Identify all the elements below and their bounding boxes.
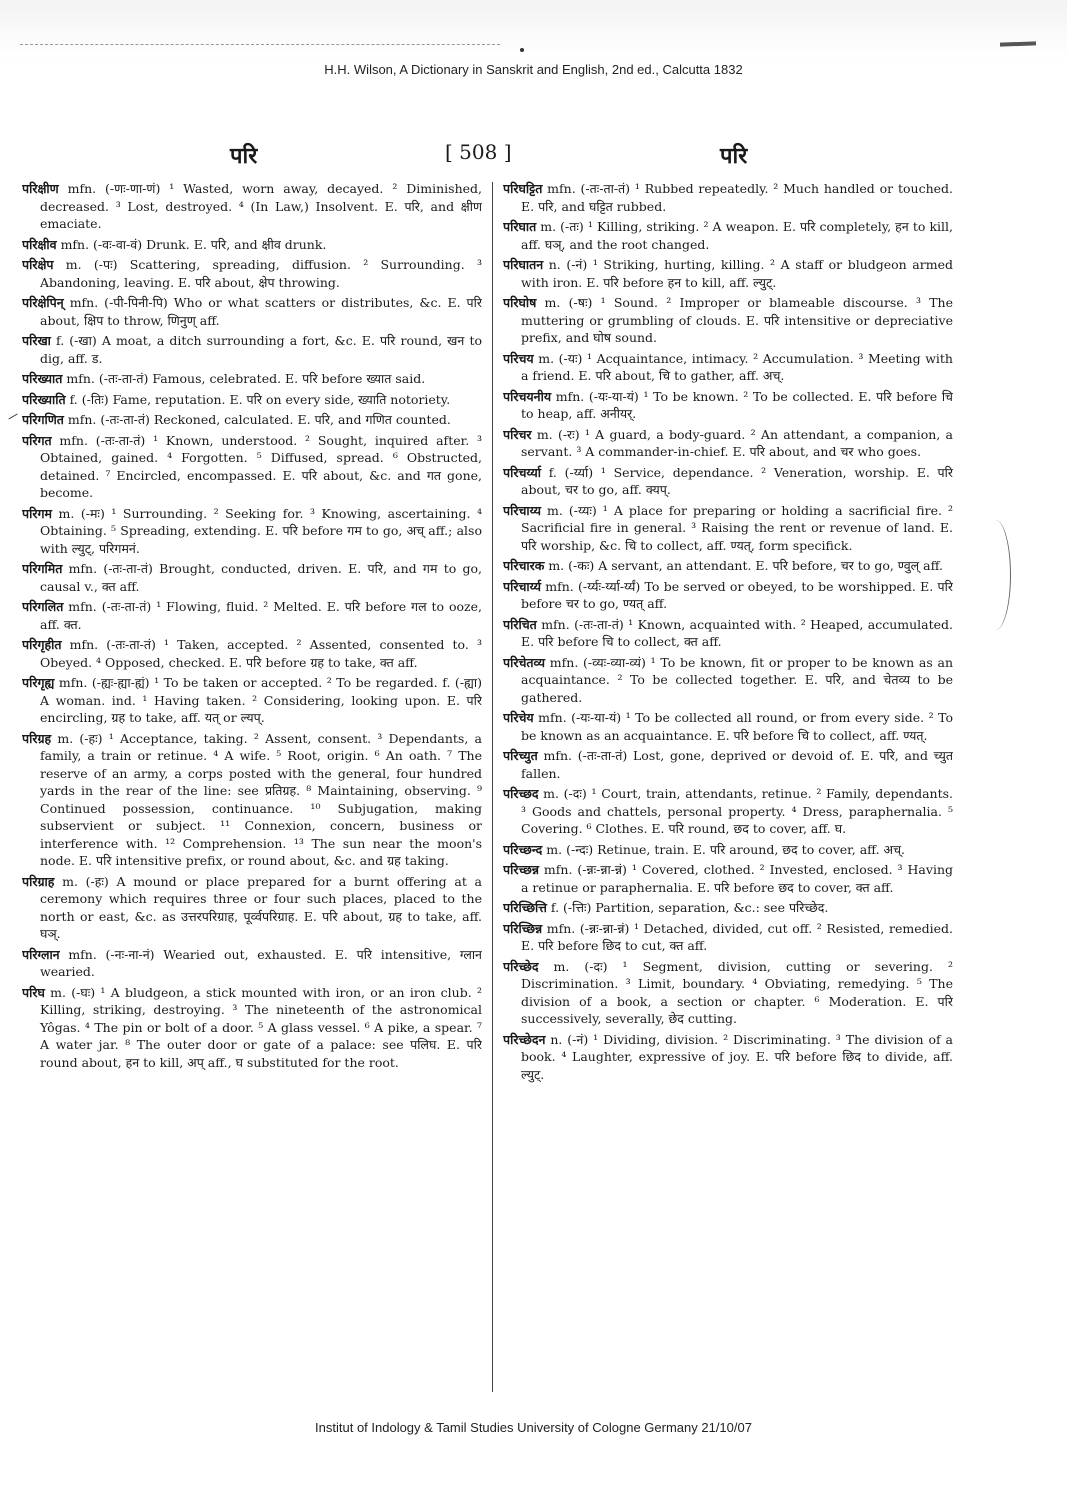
entry-definition: mfn. (-तः-ता-तं) Famous, celebrated. E. परि before ख्यात said. (62, 371, 426, 386)
entry-headword: परिगृह्य (22, 675, 55, 690)
entry-headword: परिख्याति (22, 391, 66, 407)
entry-definition: mfn. (-णः-णा-णं) ¹ Wasted, worn away, decayed. ² Diminished, decreased. ³ Lost, destroyed. ⁴ (In Law,) Insolvent. E. परि, and क्षीण emaciate. (40, 181, 482, 231)
entry-headword: परिच्छन्द (503, 841, 543, 857)
entry-headword: परिगत (22, 432, 52, 448)
dictionary-entry (22, 391, 482, 409)
dictionary-entry (503, 464, 953, 499)
dictionary-entry (22, 370, 482, 388)
entry-definition: m. (-दः) ¹ Court, train, attendants, retinue. ² Family, dependants. ³ Goods and chattels, personal property. ⁴ Dress, paraphernalia. ⁵ Covering. ⁶ Clothes. E. परि round, छद to cover, aff. घ. (521, 786, 953, 836)
dictionary-entry (503, 654, 953, 707)
dictionary-entry (503, 841, 953, 859)
entry-definition: m. (-मः) ¹ Surrounding. ² Seeking for. ³ Knowing, ascertaining. ⁴ Obtaining. ⁵ Spreading, extending. E. परि before गम to go, अच् aff.; also with ल्युट्, परिगमनं. (40, 505, 482, 556)
dictionary-entry (503, 578, 953, 613)
dictionary-entry (22, 560, 482, 595)
entry-definition: f. (-तिः) Fame, reputation. E. परि on every side, ख्याति notoriety. (65, 391, 451, 407)
entry-definition: m. (-कः) A servant, an attendant. E. परि before, चर to go, ण्वुल् aff. (544, 558, 943, 573)
dictionary-entry (503, 616, 953, 651)
entry-definition: f. (-त्तिः) Partition, separation, &c.: see परिच्छेद. (546, 900, 829, 915)
entry-definition: mfn. (-तः-ता-तं) ¹ Known, understood. ² Sought, inquired after. ³ Obtained, gained. ⁴ Forgotten. ⁵ Diffused, spread. ⁶ Obstructed, detained. ⁷ Encircled, encompassed. E. परि about, &c. and गत gone, become. (40, 432, 482, 500)
dictionary-entry (503, 785, 953, 838)
entry-headword: परिच्छेदन (503, 1031, 546, 1047)
entry-definition: mfn. (-तः-ता-तं) ¹ Taken, accepted. ² Assented, consented to. ³ Obeyed. ⁴ Opposed, checked. E. परि before ग्रह to take, क्त aff. (40, 637, 482, 670)
dictionary-entry (503, 899, 953, 917)
dictionary-entry (22, 505, 482, 558)
dictionary-entry (22, 598, 482, 633)
entry-headword: परिच्छिन्न (503, 920, 543, 936)
entry-headword: परिच्छद (503, 786, 539, 801)
entry-headword: परिचाय्य (503, 502, 541, 518)
dictionary-entry (22, 636, 482, 671)
entry-headword: परिचेतव्य (503, 654, 546, 670)
entry-definition: mfn. (-यः-या-यं) ¹ To be collected all round, or from every side. ² To be known as an acquaintance. E. परि before चि to collect, aff. ण्यत्. (521, 710, 953, 743)
left-column (22, 180, 482, 1410)
dictionary-entry (503, 920, 953, 955)
scan-edge-dot (520, 48, 524, 52)
dictionary-entry (503, 350, 953, 385)
scan-edge-line (20, 44, 500, 45)
entry-definition: mfn. (-र्य्यः-र्य्या-र्य्यं) To be served or obeyed, to be worshipped. E. परि before चर to go, ण्यत् aff. (521, 578, 953, 611)
entry-headword: परिच्युत (503, 748, 538, 763)
entry-headword: परिच्छित्ति (503, 900, 547, 915)
dictionary-entry (22, 674, 482, 727)
entry-headword: परिघात (503, 219, 537, 234)
entry-definition: mfn. (-तः-ता-तं) ¹ Flowing, fluid. ² Melted. E. परि before गल to ooze, aff. क्त. (40, 599, 482, 632)
entry-definition: m. (-यः) ¹ Acquaintance, intimacy. ² Accumulation. ³ Meeting with a friend. E. परि about, चि to gather, aff. अच्. (521, 350, 953, 383)
entry-headword: परिघातन (503, 257, 544, 272)
entry-headword: परिगमित (22, 561, 63, 576)
dictionary-entry (503, 557, 953, 575)
dictionary-entry (22, 432, 482, 502)
entry-headword: परिचयनीय (503, 388, 552, 404)
source-caption: H.H. Wilson, A Dictionary in Sanskrit and English, 2nd ed., Calcutta 1832 (324, 62, 743, 77)
entry-definition: m. (-हः) A mound or place prepared for a burnt offering at a ceremony which requires three or four such places, placed to the north or east, &c. as उत्तरपरिग्राह, पूर्व्वपरिग्राह. E. परि about, ग्रह to take, aff. घञ्. (40, 873, 482, 941)
entry-definition: mfn. (-पी-पिनी-पि) Who or what scatters or distributes, &c. E. परि about, क्षिप to throw, णिनुण् aff. (40, 295, 482, 328)
entry-definition: m. (-षः) ¹ Sound. ² Improper or blameable discourse. ³ The muttering or grumbling of clouds. E. परि intensitive or depreciative prefix, and घोष sound. (521, 295, 953, 345)
running-head-right: परि (720, 143, 748, 169)
dictionary-entry (503, 502, 953, 555)
dictionary-entry (22, 236, 482, 254)
entry-headword: परिच्छन्न (503, 862, 539, 877)
entry-definition: mfn. (-तः-ता-तं) Reckoned, calculated. E. परि, and गणित counted. (63, 412, 451, 427)
entry-headword: परिक्षेपिन् (22, 295, 64, 310)
entry-definition: m. (-घः) ¹ A bludgeon, a stick mounted with iron, or an iron club. ² Killing, striking, destroying. ³ The nineteenth of the astronomical Yôgas. ⁴ The pin or bolt of a door. ⁵ A glass vessel. ⁶ A pike, a spear. ⁷ A water jar. ⁸ The outer door or gate of a palace: see पलिघ. E. परि round about, हन to kill, अप् aff., घ substituted for the root. (40, 984, 482, 1070)
entry-definition: mfn. (-यः-या-यं) ¹ To be known. ² To be collected. E. परि before चि to heap, aff. अनीयर्. (521, 388, 953, 421)
entry-definition: m. (-न्दः) Retinue, train. E. परि around, छद to cover, aff. अच्. (542, 841, 906, 857)
dictionary-entry (503, 958, 953, 1028)
entry-headword: परिग्लान (22, 946, 60, 962)
entry-definition: mfn. (-न्नः-न्ना-न्नं) ¹ Covered, clothed. ² Invested, enclosed. ³ Having a retinue or paraphernalia. E. परि before छद to cover, क्त aff. (521, 862, 953, 895)
dictionary-entry (503, 709, 953, 744)
dictionary-entry (22, 873, 482, 943)
dictionary-entry (22, 332, 482, 367)
entry-headword: परिक्षीव (22, 236, 57, 252)
dictionary-entry (503, 1031, 953, 1084)
entry-headword: परिखा (22, 333, 51, 348)
dictionary-entry (503, 747, 953, 782)
entry-headword: परिचित (503, 616, 537, 632)
dictionary-entry (22, 984, 482, 1072)
entry-definition: mfn. (-वः-वा-वं) Drunk. E. परि, and क्षीव drunk. (56, 236, 327, 252)
dictionary-entry (22, 256, 482, 291)
entry-definition: mfn. (-तः-ता-तं) ¹ Rubbed repeatedly. ² Much handled or touched. E. परि, and घट्टित rubbed. (521, 181, 953, 214)
dictionary-entry (503, 218, 953, 253)
entry-headword: परिगणित (22, 412, 64, 427)
dictionary-entry (503, 426, 953, 461)
page-number: [ 508 ] (445, 140, 512, 164)
entry-definition: m. (-पः) Scattering, spreading, diffusion. ² Surrounding. ³ Abandoning, leaving. E. परि about, क्षेप throwing. (40, 257, 482, 290)
entry-definition: mfn. (-नः-ना-नं) Wearied out, exhausted. E. परि intensitive, ग्लान wearied. (40, 946, 482, 979)
entry-headword: परिचय (503, 350, 534, 366)
entry-definition: mfn. (-तः-ता-तं) Brought, conducted, driven. E. परि, and गम to go, causal v., क्त aff. (40, 561, 482, 594)
dictionary-entry (22, 294, 482, 329)
entry-definition: m. (-तः) ¹ Killing, striking. ² A weapon. E. परि completely, हन to kill, aff. घञ्, and the root changed. (521, 219, 953, 252)
entry-headword: परिचारक (503, 558, 545, 573)
entry-headword: परिक्षेप (22, 257, 54, 272)
entry-headword: परिग्रह (22, 730, 52, 746)
entry-definition: mfn. (-तः-ता-तं) Lost, gone, deprived or devoid of. E. परि, and च्युत fallen. (521, 748, 953, 781)
entry-definition: n. (-नं) ¹ Dividing, division. ² Discriminating. ³ The division of a book. ⁴ Laughter, expressive of joy. E. परि before छिद to divide, aff. ल्युट्. (521, 1031, 953, 1082)
entry-definition: f. (-खा) A moat, a ditch surrounding a fort, &c. E. परि round, खन to dig, aff. ड. (40, 333, 482, 366)
entry-definition: mfn. (-तः-ता-तं) ¹ Known, acquainted with. ² Heaped, accumulated. E. परि before चि to collect, क्त aff. (521, 616, 953, 649)
entry-definition: mfn. (-न्नः-न्ना-न्नं) ¹ Detached, divided, cut off. ² Resisted, remedied. E. परि before छिद to cut, क्त aff. (521, 920, 953, 953)
dictionary-entry (503, 294, 953, 347)
entry-headword: परिगम (22, 505, 52, 521)
entry-headword: परिचर (503, 426, 532, 442)
scan-edge-mark (1000, 41, 1036, 46)
entry-definition: mfn. (-ह्यः-ह्या-ह्यं) ¹ To be taken or accepted. ² To be regarded. f. (-ह्या) A woman. ind. ¹ Having taken. ² Considering, looking upon. E. परि encircling, ग्रह to take, aff. यत् or ल्यप्. (40, 675, 482, 725)
entry-headword: परिक्षीण (22, 181, 59, 196)
dictionary-entry (22, 730, 482, 870)
entry-headword: परिचर्य्या (503, 464, 541, 480)
entry-definition: m. (-हः) ¹ Acceptance, taking. ² Assent, consent. ³ Dependants, a family, a train or retinue. ⁴ A wife. ⁵ Root, origin. ⁶ An oath. ⁷ The reserve of an army, a corps posted with the general, four hundred yards in the rear of the line: see प्रतिग्रह. ⁸ Maintaining, observing. ⁹ Continued possession, continuance. ¹⁰ Subjugation, making subservient or subject. ¹¹ Connexion, concern, business or interference with. ¹² Comprehension. ¹³ The sun near the moon's node. E. परि intensitive prefix, or round about, &c. and ग्रह taking. (40, 730, 482, 868)
dictionary-entry (503, 388, 953, 423)
entry-definition: f. (-र्य्या) ¹ Service, dependance. ² Veneration, worship. E. परि about, चर to go, aff. क्यप्. (521, 464, 953, 497)
entry-headword: परिचेय (503, 710, 534, 725)
entry-definition: m. (-य्यः) ¹ A place for preparing or holding a sacrificial fire. ² Sacrificial fire in general. ³ Raising the rent or revenue of land. E. परि worship, &c. चि to collect, aff. ण्यत्, form specifick. (521, 502, 953, 553)
entry-definition: n. (-नं) ¹ Striking, hurting, killing. ² A staff or bludgeon armed with iron. E. परि before हन to kill, aff. ल्युट्. (521, 257, 953, 290)
entry-definition: m. (-रः) ¹ A guard, a body-guard. ² An attendant, a companion, a servant. ³ A commander-in-chief. E. परि about, and चर who goes. (521, 426, 953, 459)
running-head-left: परि (230, 143, 258, 169)
entry-headword: परिगृहीत (22, 637, 62, 652)
column-divider (492, 182, 493, 1392)
entry-headword: परिच्छेद (503, 958, 539, 974)
entry-headword: परिख्यात (22, 371, 63, 386)
entry-headword: परिघ (22, 984, 45, 1000)
margin-bracket (980, 520, 1011, 630)
dictionary-entry (503, 180, 953, 215)
dictionary-entry (503, 256, 953, 291)
dictionary-entry (503, 861, 953, 896)
right-column (503, 180, 953, 1410)
scan-edge (0, 0, 1067, 60)
entry-headword: परिग्राह (22, 873, 55, 889)
dictionary-entry (22, 946, 482, 981)
entry-headword: परिघोष (503, 295, 537, 310)
institution-credit: Institut of Indology & Tamil Studies University of Cologne Germany 21/10/07 (315, 1420, 752, 1435)
entry-definition: mfn. (-व्यः-व्या-व्यं) ¹ To be known, fit or proper to be known as an acquaintance. ² To be collected together. E. परि, and चेतव्य to be gathered. (521, 654, 953, 705)
entry-headword: परिगलित (22, 599, 64, 614)
margin-tick (8, 414, 17, 420)
entry-headword: परिचार्य्य (503, 578, 541, 594)
entry-headword: परिघट्टित (503, 181, 543, 196)
dictionary-entry (22, 411, 482, 429)
dictionary-entry (22, 180, 482, 233)
entry-definition: m. (-दः) ¹ Segment, division, cutting or severing. ² Discrimination. ³ Limit, boundary. ⁴ Obviating, remedying. ⁵ The division of a book, a section or chapter. ⁶ Moderation. E. परि successively, severally, छेद cutting. (521, 958, 953, 1026)
